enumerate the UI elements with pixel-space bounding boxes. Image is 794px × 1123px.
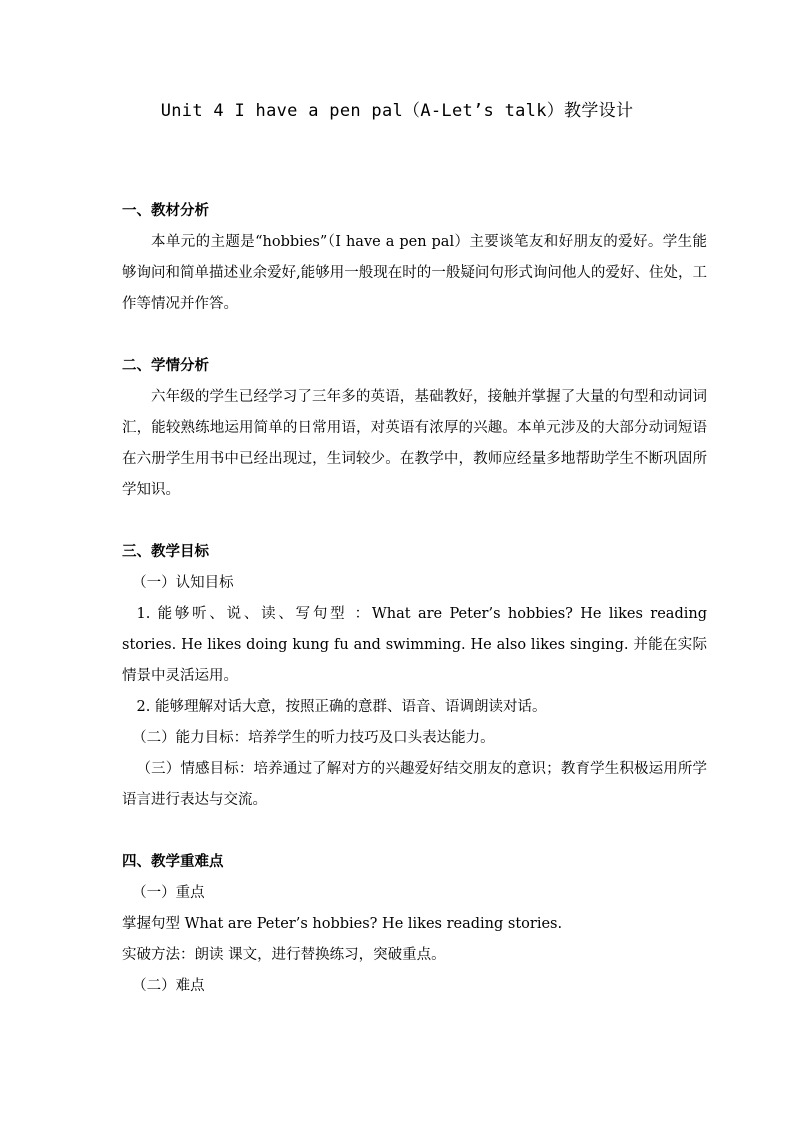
section-spacer [122,506,707,537]
section-heading: 二、学情分析 [122,358,209,374]
section-paragraph: 六年级的学生已经学习了三年多的英语，基础教好，接触并掌握了大量的句型和动词词汇，能较熟练地运用简单的日常用语，对英语有浓厚的兴趣。本单元涉及的大部分动词短语在六册学生用书中已经出现过，生词较少。在教学中，教师应经量多地帮助学生不断巩固所学知识。 [122,389,707,498]
sub-heading-key-point: （一）重点 [132,885,205,901]
section-heading: 一、教材分析 [122,203,209,219]
section-spacer [122,320,707,351]
document-body [122,196,707,1002]
sub-heading-difficult-point: （二）难点 [132,978,205,994]
sub-heading-ability: （二）能力目标：培养学生的听力技巧及口头表达能力。 [132,730,495,746]
section-teaching-goals [122,537,707,816]
section-heading: 四、教学重难点 [122,854,224,870]
sub-heading-cognitive: （一）认知目标 [132,575,234,591]
breakthrough-method: 实破方法：朗读 课文，进行替换练习，突破重点。 [122,947,446,963]
sub-heading-emotion: （三）情感目标：培养通过了解对方的兴趣爱好结交朋友的意识；教育学生积极运用所学语言进行表达与交流。 [122,761,707,808]
section-spacer [122,816,707,847]
goal-item-1: 1. 能够听、说、读、写句型 ：What are Peter’s hobbies? He likes reading stories. He likes doing kung fu and swimming. He also likes singing. 并能在实际情景中灵活运用。 [122,606,707,684]
section-heading: 三、教学目标 [122,544,209,560]
key-sentence: 掌握句型 What are Peter’s hobbies? He likes reading stories. [122,916,563,932]
section-paragraph: 本单元的主题是“hobbies”（I have a pen pal）主要谈笔友和好朋友的爱好。学生能够询问和简单描述业余爱好,能够用一般现在时的一般疑问句形式询问他人的爱好、住处，工作等情况并作答。 [122,234,707,312]
document-title: Unit 4 I have a pen pal（A-Let’s talk）教学设计 [160,101,634,121]
section-key-difficult-points [122,847,707,1002]
goal-item-2: 2. 能够理解对话大意，按照正确的意群、语音、语调朗读对话。 [136,699,547,715]
section-textbook-analysis [122,196,707,320]
section-student-analysis [122,351,707,506]
